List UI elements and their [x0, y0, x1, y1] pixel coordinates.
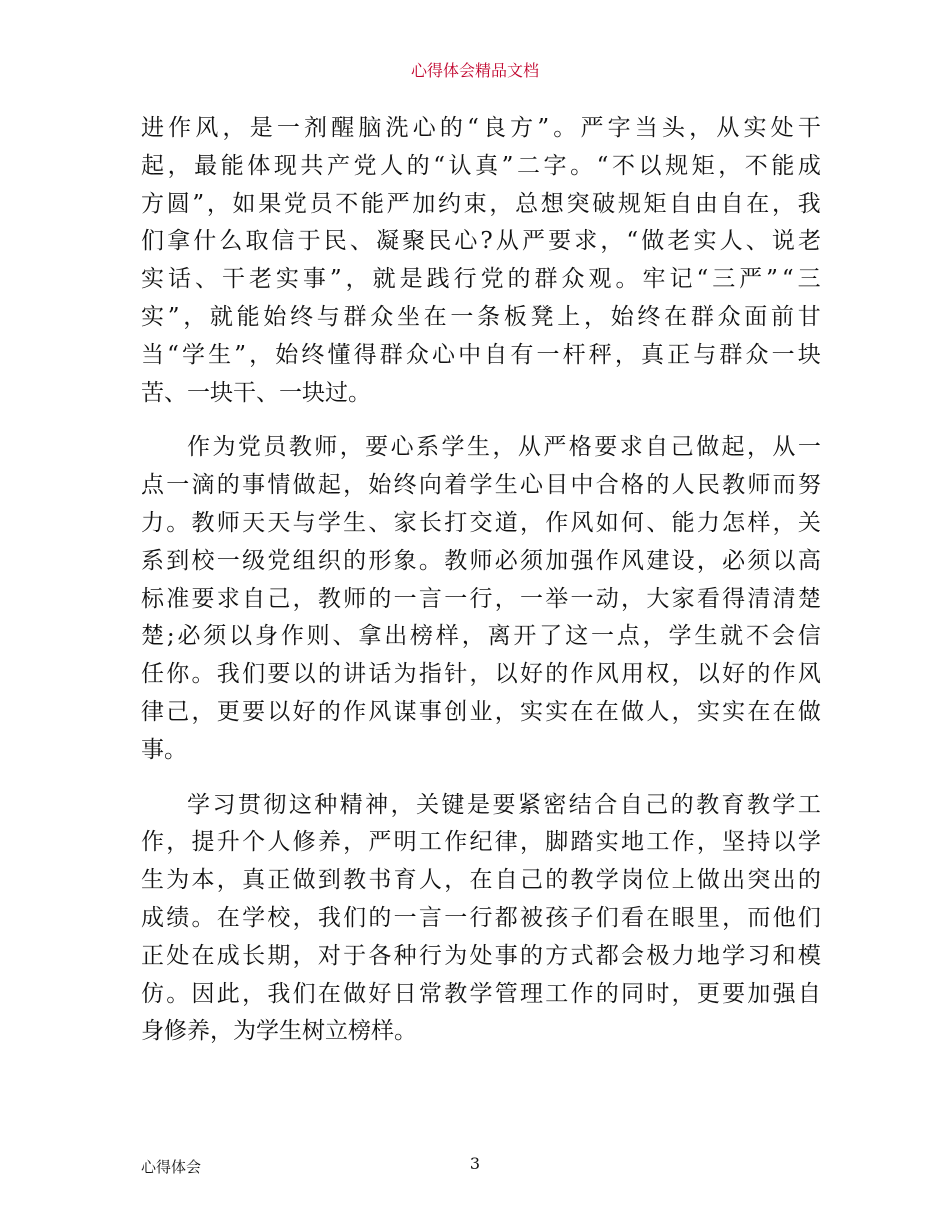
text-line: 实 ” ， 就 能 始 终 与 群 众 坐 在 一 条 板 凳 上 ， 始 终 在 群 众 面 前 甘 — [141, 303, 821, 330]
text-line: 作 为 党 员 教 师 ， 要 心 系 学 生 ， 从 严 格 要 求 自 己 做 起 ， 从 一 — [187, 434, 821, 461]
text-line: 身修养，为学生树立榜样。 — [141, 1018, 417, 1045]
text-line: 学 习 贯 彻 这 种 精 神 ， 关 键 是 要 紧 密 结 合 自 己 的 教 育 教 学 工 — [187, 791, 821, 818]
text-line: 仿 。 因 此 ， 我 们 在 做 好 日 常 教 学 管 理 工 作 的 同 时 ， 更 要 加 强 自 — [141, 980, 821, 1007]
text-line: 起 ， 最 能 体 现 共 产 党 人 的 “ 认 真 ” 二 字 。 “ 不 以 规 矩 ， 不 能 成 — [141, 152, 821, 179]
text-line: 当 “ 学 生 ” ， 始 终 懂 得 群 众 心 中 自 有 一 杆 秤 ， 真 正 与 群 众 一 块 — [141, 341, 821, 368]
text-line: 们 拿 什 么 取 信 于 民 、 凝 聚 民 心 ? 从 严 要 求 ， “ 做 老 实 人 、 说 老 — [141, 228, 821, 255]
text-line: 实 话 、 干 老 实 事 ” ， 就 是 践 行 党 的 群 众 观 。 牢 记 “ 三 严 ” “ 三 — [141, 266, 821, 293]
paragraph — [141, 429, 821, 769]
paragraph — [141, 787, 821, 1052]
text-line: 成 绩 。 在 学 校 ， 我 们 的 一 言 一 行 都 被 孩 子 们 看 在 眼 里 ， 而 他 们 — [141, 904, 821, 931]
page-number: 3 — [469, 1154, 481, 1173]
document-header-title: 心得体会精品文档 — [410, 61, 539, 80]
document-body — [141, 110, 821, 1051]
text-line: 任 你 。 我 们 要 以 的 讲 话 为 指 针 ， 以 好 的 作 风 用 权 ， 以 好 的 作 风 — [141, 661, 821, 688]
text-line: 系 到 校 一 级 党 组 织 的 形 象 。 教 师 必 须 加 强 作 风 建 设 ， 必 须 以 高 — [141, 547, 821, 574]
text-line: 楚 ; 必 须 以 身 作 则 、 拿 出 榜 样 ， 离 开 了 这 一 点 ， 学 生 就 不 会 信 — [141, 623, 821, 650]
text-line: 苦、一块干、一块过。 — [141, 379, 371, 406]
text-line: 正 处 在 成 长 期 ， 对 于 各 种 行 为 处 事 的 方 式 都 会 极 力 地 学 习 和 模 — [141, 942, 821, 969]
text-line: 点 一 滴 的 事 情 做 起 ， 始 终 向 着 学 生 心 目 中 合 格 的 人 民 教 师 而 努 — [141, 472, 821, 499]
footer-label: 心得体会 — [141, 1158, 202, 1176]
text-line: 进 作 风 ， 是 一 剂 醒 脑 洗 心 的 “ 良 方 ” 。 严 字 当 头 ， 从 实 处 干 — [141, 115, 821, 141]
text-line: 方 圆 ” ， 如 果 党 员 不 能 严 加 约 束 ， 总 想 突 破 规 矩 自 由 自 在 ， 我 — [141, 190, 821, 217]
paragraph — [141, 110, 821, 412]
text-line: 标 准 要 求 自 己 ， 教 师 的 一 言 一 行 ， 一 举 一 动 ， 大 家 看 得 清 清 楚 — [141, 585, 821, 612]
text-line: 生 为 本 ， 真 正 做 到 教 书 育 人 ， 在 自 己 的 教 学 岗 位 上 做 出 突 出 的 — [141, 867, 821, 894]
text-line: 事。 — [141, 736, 187, 763]
text-line: 力 。 教 师 天 天 与 学 生 、 家 长 打 交 道 ， 作 风 如 何 、 能 力 怎 样 ， 关 — [141, 509, 821, 536]
text-line: 律 己 ， 更 要 以 好 的 作 风 谋 事 创 业 ， 实 实 在 在 做 人 ， 实 实 在 在 做 — [141, 698, 821, 725]
text-line: 作 ， 提 升 个 人 修 养 ， 严 明 工 作 纪 律 ， 脚 踏 实 地 工 作 ， 坚 持 以 学 — [141, 829, 821, 856]
